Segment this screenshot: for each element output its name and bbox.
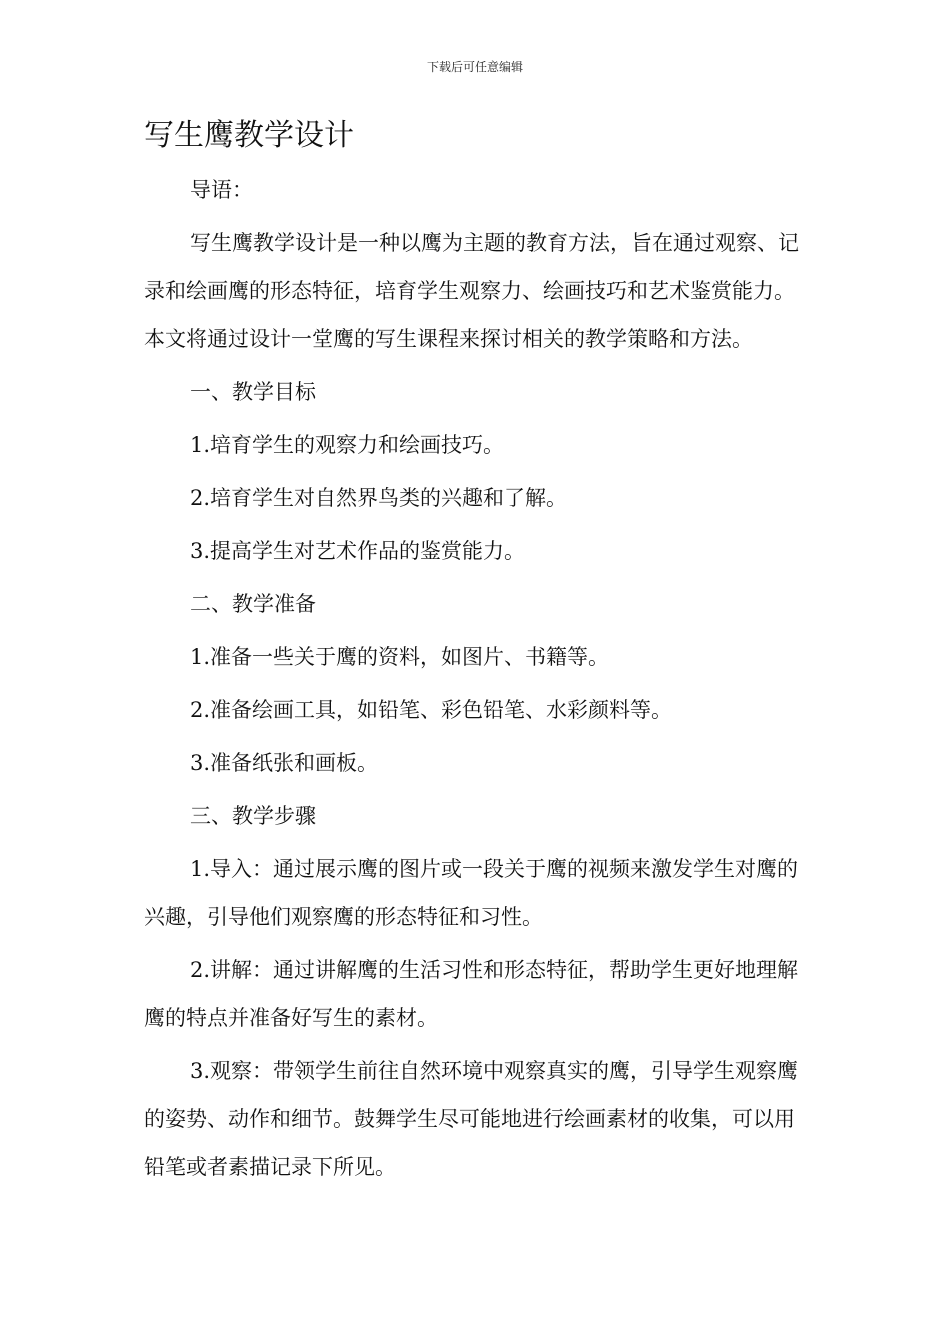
document-body — [144, 166, 812, 1196]
section-heading-goals: 一、教学目标 — [190, 380, 316, 404]
paragraph-intro: 写生鹰教学设计是一种以鹰为主题的教育方法，旨在通过观察、记录和绘画鹰的形态特征，培育学生观察力、绘画技巧和艺术鉴赏能力。本文将通过设计一堂鹰的写生课程来探讨相关的教学策略和方法。 — [144, 231, 799, 351]
list-item-goal-1: 1.培育学生的观察力和绘画技巧。 — [190, 433, 505, 457]
section-heading-steps: 三、教学步骤 — [190, 804, 316, 828]
list-item-step-2: 2.讲解：通过讲解鹰的生活习性和形态特征，帮助学生更好地理解鹰的特点并准备好写生的素材。 — [144, 958, 799, 1030]
list-item-prep-3: 3.准备纸张和画板。 — [190, 751, 379, 775]
page-header-note: 下载后可任意编辑 — [426, 60, 523, 74]
paragraph-intro-label: 导语： — [190, 178, 253, 202]
list-item-prep-2: 2.准备绘画工具，如铅笔、彩色铅笔、水彩颜料等。 — [190, 698, 673, 722]
list-item-step-1: 1.导入：通过展示鹰的图片或一段关于鹰的视频来激发学生对鹰的兴趣，引导他们观察鹰的形态特征和习性。 — [144, 857, 799, 929]
list-item-step-3: 3.观察：带领学生前往自然环境中观察真实的鹰，引导学生观察鹰的姿势、动作和细节。鼓舞学生尽可能地进行绘画素材的收集，可以用铅笔或者素描记录下所见。 — [144, 1059, 799, 1179]
document-title: 写生鹰教学设计 — [144, 118, 354, 153]
list-item-goal-3: 3.提高学生对艺术作品的鉴赏能力。 — [190, 539, 526, 563]
list-item-goal-2: 2.培育学生对自然界鸟类的兴趣和了解。 — [190, 486, 568, 510]
section-heading-preparation: 二、教学准备 — [190, 592, 316, 616]
list-item-prep-1: 1.准备一些关于鹰的资料，如图片、书籍等。 — [190, 645, 610, 669]
